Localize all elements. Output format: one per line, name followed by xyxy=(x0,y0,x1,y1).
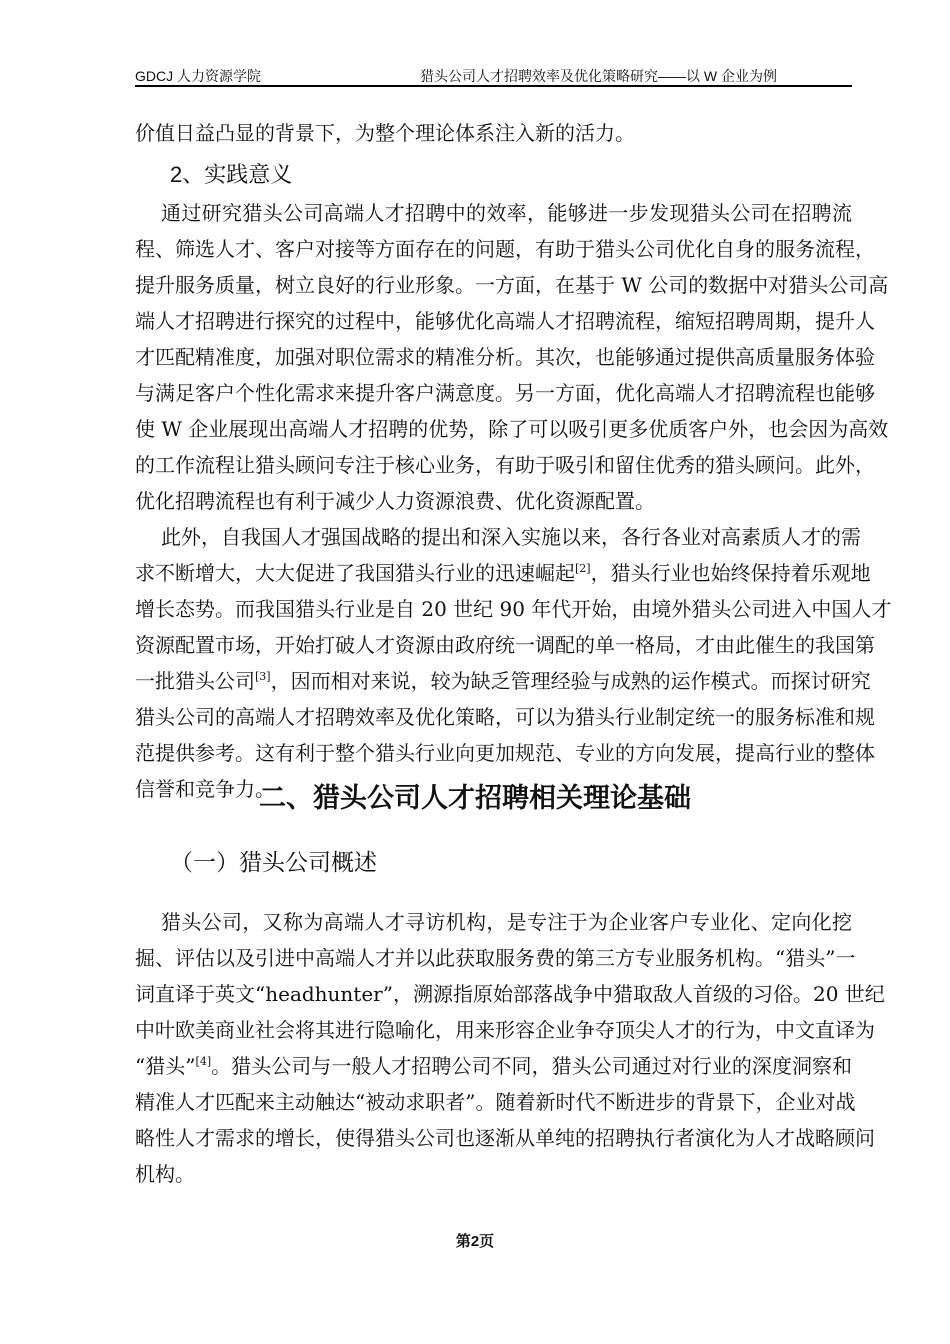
text-line xyxy=(135,375,875,411)
text-line xyxy=(135,699,875,735)
text-segment: 提升服务质量，树立良好的行业形象。一方面，在基于 W 公司的数据中对猎头公司高 xyxy=(135,273,889,297)
text-segment: 机构。 xyxy=(135,1162,195,1186)
paragraph-headhunter-overview xyxy=(135,904,885,1192)
text-line xyxy=(135,411,889,447)
text-segment: 略性人才需求的增长，使得猎头公司也逐渐从单纯的招聘执行者演化为人才战略顾问 xyxy=(135,1126,875,1150)
text-line xyxy=(135,1156,852,1192)
text-segment: 使 W 企业展现出高端人才招聘的优势，除了可以吸引更多优质客户外，也会因为高效 xyxy=(135,417,889,441)
text-line xyxy=(135,1084,856,1120)
text-line xyxy=(135,339,875,375)
text-line xyxy=(135,303,875,339)
running-header-right: 猎头公司人才招聘效率及优化策略研究——以 W 企业为例 xyxy=(420,68,777,84)
text-segment: 通过研究猎头公司高端人才招聘中的效率，能够进一步发现猎头公司在招聘流 xyxy=(161,201,852,225)
text-segment: 程、筛选人才、客户对接等方面存在的问题，有助于猎头公司优化自身的服务流程， xyxy=(135,237,875,261)
text-line xyxy=(135,1048,852,1084)
text-line xyxy=(135,267,889,303)
text-segment: 范提供参考。这有利于整个猎头行业向更加规范、专业的方向发展，提高行业的整体 xyxy=(135,741,875,765)
text-line xyxy=(135,976,885,1012)
text-segment: 与满足客户个性化需求来提升客户满意度。另一方面，优化高端人才招聘流程也能够 xyxy=(135,381,875,405)
text-line xyxy=(135,447,875,483)
text-segment: 端人才招聘进行探究的过程中，能够优化高端人才招聘流程，缩短招聘周期，提升人 xyxy=(135,309,875,333)
text-segment: 此外，自我国人才强国战略的提出和深入实施以来，各行各业对高素质人才的需 xyxy=(161,525,861,549)
text-segment: 。猎头公司与一般人才招聘公司不同，猎头公司通过对行业的深度洞察和 xyxy=(211,1054,852,1078)
text-segment: 一批猎头公司 xyxy=(135,669,255,693)
text-line xyxy=(135,1012,875,1048)
text-line xyxy=(135,663,871,699)
text-segment: 求不断增大，大大促进了我国猎头行业的迅速崛起 xyxy=(135,561,575,585)
text-segment: 信誉和竞争力。 xyxy=(135,777,275,801)
text-line xyxy=(135,195,852,231)
text-segment: ，因而相对来说，较为缺乏管理经验与成熟的运作模式。而探讨研究 xyxy=(270,669,871,693)
text-line xyxy=(135,231,875,267)
text-segment: 优化招聘流程也有利于减少人力资源浪费、优化资源配置。 xyxy=(135,489,655,513)
text-segment: 中叶欧美商业社会将其进行隐喻化，用来形容企业争夺顶尖人才的行为，中文直译为 xyxy=(135,1018,875,1042)
text-segment: 词直译于英文“headhunter”，溯源指原始部落战争中猎取敌人首级的习俗。20 世纪 xyxy=(135,982,885,1006)
text-segment: “猎头” xyxy=(135,1054,196,1078)
text-segment: 精准人才匹配来主动触达“被动求职者”。随着新时代不断进步的背景下，企业对战 xyxy=(135,1090,856,1114)
heading-practical-significance: 2、实践意义 xyxy=(170,162,293,187)
text-segment: 增长态势。而我国猎头行业是自 20 世纪 90 年代开始，由境外猎头公司进入中国人才 xyxy=(135,597,892,621)
text-line xyxy=(135,1120,875,1156)
page-number: 第2页 xyxy=(455,1233,495,1250)
text-line xyxy=(135,735,875,771)
text-line xyxy=(135,519,861,555)
paragraph-industry-development xyxy=(135,519,892,807)
paragraph-practical-significance xyxy=(135,195,889,519)
text-segment: ，猎头行业也始终保持着乐观地 xyxy=(590,561,871,585)
chapter-title: 二、猎头公司人才招聘相关理论基础 xyxy=(259,783,691,813)
text-segment: 的工作流程让猎头顾问专注于核心业务，有助于吸引和留住优秀的猎头顾问。此外， xyxy=(135,453,875,477)
citation-superscript: [2] xyxy=(575,562,591,575)
text-line xyxy=(135,483,852,519)
text-line xyxy=(135,627,875,663)
text-segment: 猎头公司，又称为高端人才寻访机构，是专注于为企业客户专业化、定向化挖 xyxy=(161,910,852,934)
text-segment: 才匹配精准度，加强对职位需求的精准分析。其次，也能够通过提供高质量服务体验 xyxy=(135,345,875,369)
text-segment: 价值日益凸显的背景下，为整个理论体系注入新的活力。 xyxy=(135,121,635,145)
text-line xyxy=(135,904,852,940)
text-line xyxy=(135,940,856,976)
section-title: （一）猎头公司概述 xyxy=(170,849,377,875)
citation-superscript: [4] xyxy=(195,1055,212,1068)
text-segment: 掘、评估以及引进中高端人才并以此获取服务费的第三方专业服务机构。“猎头”一 xyxy=(135,946,856,970)
continuation-paragraph xyxy=(135,115,852,151)
citation-superscript: [3] xyxy=(255,670,271,683)
header-rule xyxy=(135,85,852,87)
text-line xyxy=(135,555,871,591)
text-line xyxy=(135,115,852,151)
text-segment: 猎头公司的高端人才招聘效率及优化策略，可以为猎头行业制定统一的服务标准和规 xyxy=(135,705,875,729)
running-header-left: GDCJ 人力资源学院 xyxy=(135,68,261,84)
text-segment: 资源配置市场，开始打破人才资源由政府统一调配的单一格局，才由此催生的我国第 xyxy=(135,633,875,657)
text-line xyxy=(135,591,892,627)
